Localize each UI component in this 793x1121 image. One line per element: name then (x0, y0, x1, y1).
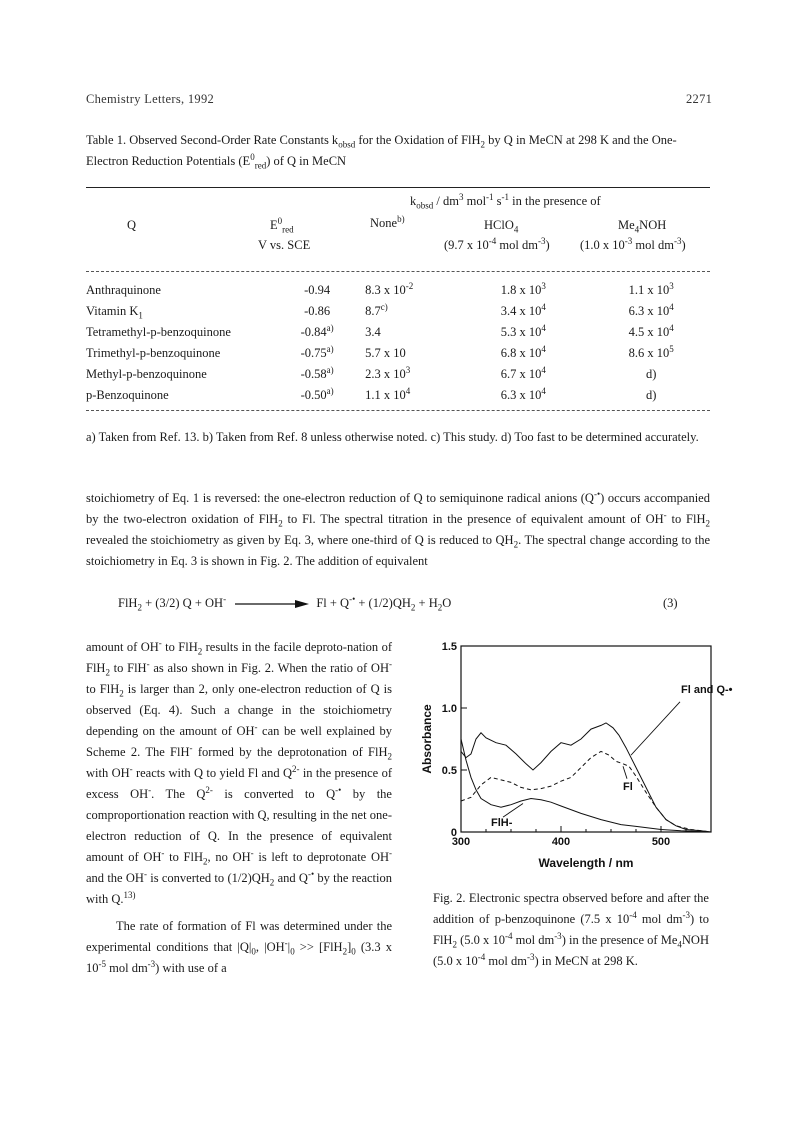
cell-kobsd-me4noh: 4.5 x $10^4$ (628, 322, 674, 339)
cell-kobsd-none: 8.3 x $10^{-2}$ (365, 280, 414, 297)
cell-e0red: -0.50$^{a)}$ (300, 385, 334, 402)
cell-kobsd-hclo4: 6.7 x $10^4$ (500, 364, 546, 381)
equation-3: FlH$_2$ + (3/2) Q + OH- $Fl + Q^{-•} + (1/2)QH_2 + H_2O$ (118, 593, 452, 613)
column-header-e0red: $E^0_{red}$ (270, 215, 294, 235)
cell-kobsd-hclo4: 3.4 x $10^4$ (500, 301, 546, 318)
plot-frame (461, 646, 711, 832)
journal-header: Chemistry Letters, 1992 (86, 92, 215, 106)
series-line-fl-and-q (461, 723, 711, 832)
cell-e0red: -0.86 (304, 304, 331, 318)
y-tick-label: 1.5 (441, 641, 457, 653)
cell-kobsd-hclo4: 6.8 x $10^4$ (500, 343, 546, 360)
table-row (86, 343, 710, 364)
y-tick-label: 0 (450, 827, 457, 839)
y-axis-label: Absorbance (420, 704, 434, 774)
cell-kobsd-none: 5.7 x 10 (365, 346, 406, 360)
body-paragraph-3: The rate of formation of Fl was determined under the experimental conditions that $|Q|_0$, $|OH^-|_0 >> [FlH_2]_0$ (3.3 x $10^{-5}$ mol $dm^{-3}$) with use of a (86, 919, 392, 975)
x-axis-label: Wavelength / nm (538, 856, 634, 870)
reaction-arrow-icon (233, 599, 309, 609)
kobsd-header: $k_{obsd} / dm^3$ mol$^{-1}$ $s^{-1}$ in the presence of (410, 191, 601, 211)
column-header-me4noh: $Me_4NOH$ (618, 218, 667, 235)
table-row (86, 301, 710, 322)
table-caption: Table 1. Observed Second-Order Rate Constants $k_{obsd}$ for the Oxidation of FlH$_2$ by Q in MeCN at 298 K and the One-Electron Reduction Potentials $(E^0_{red})$ of Q in MeCN (86, 133, 677, 171)
cell-kobsd-me4noh: 6.3 x $10^4$ (628, 301, 674, 318)
x-tick-label: 300 (451, 836, 471, 848)
figure-caption: Fig. 2. Electronic spectra observed before and after the addition of p-benzoquinone (7.5 x $10^{-4}$ mol $dm^{-3}$) to FlH$_2$ (5.0 x $10^{-4}$ mol $dm^{-3}$) in the presence of $Me_4NOH$ (5.0 x $10^{-4}$ mol $dm^{-3}$) in MeCN at 298 K. (433, 891, 709, 968)
cell-kobsd-none: 3.4 (365, 325, 381, 339)
table-header-rule (86, 271, 710, 272)
cell-kobsd-me4noh: 8.6 x $10^5$ (628, 343, 674, 360)
cell-kobsd-none: 8.7$^{c)}$ (365, 301, 388, 318)
cell-e0red: -0.75$^{a)}$ (300, 343, 334, 360)
column-header-q: Q (127, 218, 137, 232)
table-top-rule (86, 187, 710, 188)
label-fl-and-q: Fl and Q-• (681, 684, 733, 697)
cell-kobsd-me4noh: d) (645, 367, 657, 381)
cell-quinone: p-Benzoquinone (86, 388, 169, 402)
cell-quinone: Trimethyl-p-benzoquinone (86, 346, 221, 360)
table-row (86, 385, 710, 406)
label-flh: FlH- (491, 816, 513, 829)
rate-constant-table (86, 280, 710, 406)
cell-e0red: -0.94 (304, 283, 331, 297)
table-row (86, 280, 710, 301)
label-fl-and-q-leader (631, 702, 680, 755)
x-tick-label: 400 (551, 836, 571, 848)
body-paragraph-1: stoichiometry of Eq. 1 is reversed: the one-electron reduction of Q to semiquinone radical anions (Q-•) occurs accompanied by the two-electron oxidation of FlH$_2$ to Fl. The spectral titration in the presence of equivalent amount of OH- to FlH$_2$ revealed the stoichiometry as given by Eq. 3, where one-third of Q is reduced to $QH_2$. The spectral change according to the stoichiometry in Eq. 3 is shown in Fig. 2. The addition of equivalent (86, 488, 711, 568)
cell-kobsd-none: 2.3 x $10^3$ (365, 364, 411, 381)
spectra-chart (415, 636, 733, 876)
table-footnote: a) Taken from Ref. 13. b) Taken from Ref. 8 unless otherwise noted. c) This study. d) Too fast to be determined accurately. (86, 430, 699, 444)
left-column-text (86, 637, 392, 979)
table-row (86, 364, 710, 385)
y-tick-label: 0.5 (441, 765, 457, 777)
cell-quinone: Methyl-p-benzoquinone (86, 367, 207, 381)
cell-kobsd-me4noh: d) (645, 388, 657, 402)
body-paragraph-2: amount of OH- to FlH$_2$ results in the facile deproto-nation of FlH$_2$ to FlH- as also shown in Fig. 2. When the ratio of OH- to FlH$_2$ is larger than 2, only one-electron reduction of Q is observed (Eq. 4). Such a change in the stoichiometry depending on the amount of OH- can be well explained by Scheme 2. The FlH- formed by the deprotonation of FlH$_2$ with OH- reacts with Q to yield Fl and $Q^{2-}$ in the presence of excess OH-. The $Q^{2-}$ is converted to Q-• by the comproportionation reaction with Q, resulting in the net one-electron reduction of Q. In the presence of equivalent amount of OH- to FlH$_2$, no OH- is left to deprotonate OH- and the OH- is converted to $(1/2)QH_2$ and Q-• by the reaction with Q.$^{13)}$ (86, 637, 392, 906)
cell-kobsd-hclo4: 5.3 x $10^4$ (500, 322, 546, 339)
cell-e0red: -0.84$^{a)}$ (300, 322, 334, 339)
column-header-hclo4: HClO$_4$ (484, 218, 519, 235)
x-tick-label: 500 (651, 836, 671, 848)
cell-quinone: Anthraquinone (86, 283, 161, 297)
page-number: 2271 (686, 92, 713, 106)
column-header-hclo4-conc: (9.7 x $10^{-4}$ mol $dm^{-3}$) (444, 235, 550, 252)
cell-kobsd-hclo4: 6.3 x $10^4$ (500, 385, 546, 402)
label-fl: Fl (623, 780, 633, 793)
cell-kobsd-hclo4: 1.8 x $10^3$ (500, 280, 546, 297)
cell-kobsd-me4noh: 1.1 x $10^3$ (628, 280, 674, 297)
column-header-me4noh-conc: (1.0 x $10^{-3}$ mol $dm^{-3}$) (580, 235, 686, 252)
table-bottom-rule (86, 410, 710, 411)
y-tick-label: 1.0 (441, 703, 457, 715)
table-row (86, 322, 710, 343)
column-header-e0red-unit: V vs. SCE (258, 238, 311, 252)
equation-number: (3) (663, 596, 678, 610)
cell-e0red: -0.58$^{a)}$ (300, 364, 334, 381)
cell-kobsd-none: 1.1 x $10^4$ (365, 385, 411, 402)
column-header-none: None$^{b)}$ (370, 213, 405, 230)
cell-quinone: Vitamin $K_1$ (86, 304, 143, 321)
cell-quinone: Tetramethyl-p-benzoquinone (86, 325, 231, 339)
label-fl-leader (623, 766, 627, 778)
